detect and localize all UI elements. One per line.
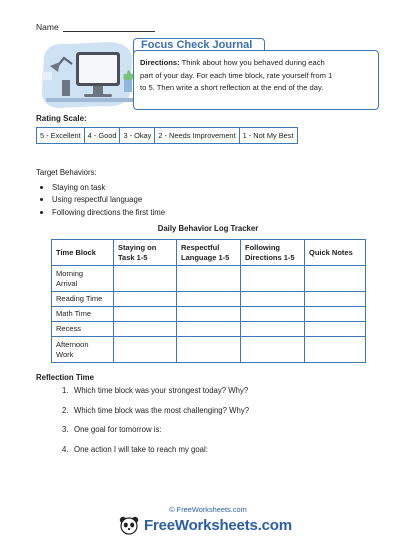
entry-cell[interactable] <box>177 292 241 307</box>
name-label: Name <box>36 22 59 32</box>
list-item: 3. One goal for tomorrow is: <box>62 425 162 435</box>
bullet-icon <box>40 211 43 214</box>
directions-line-1: Think about how you behaved during each <box>181 58 325 67</box>
entry-cell[interactable] <box>305 292 366 307</box>
footer-logo <box>118 514 292 536</box>
entry-cell[interactable] <box>177 266 241 292</box>
rating-scale <box>36 127 298 144</box>
entry-cell[interactable] <box>305 337 366 363</box>
list-item: 2. Which time block was the most challenging? Why? <box>62 405 250 415</box>
entry-cell[interactable] <box>241 307 305 322</box>
header-time-block: Time Block <box>52 240 114 266</box>
bullet-icon <box>40 186 43 189</box>
table-row <box>52 307 366 322</box>
rating-1: 1 - Not My Best <box>242 131 294 140</box>
list-item-text: Staying on task <box>52 182 106 192</box>
directions-line-3: to 5. Then write a short reflection at the end of the day. <box>140 83 324 93</box>
list-item <box>36 206 165 219</box>
desk-illustration <box>38 36 138 112</box>
panda-icon <box>118 514 140 536</box>
brand-name: FreeWorksheets.com <box>144 516 292 534</box>
entry-cell[interactable] <box>305 266 366 292</box>
row-label: Morning Arrival <box>52 266 114 292</box>
table-row <box>52 337 366 363</box>
entry-cell[interactable] <box>114 307 177 322</box>
question-text: Which time block was your strongest today? Why? <box>74 386 249 395</box>
tracker-title: Daily Behavior Log Tracker <box>157 224 259 233</box>
name-field[interactable] <box>36 22 155 32</box>
header-respectful-language: Respectful Language 1-5 <box>177 240 241 266</box>
reflection-label: Reflection Time <box>36 373 94 382</box>
row-label: Afternoon Work <box>52 337 114 363</box>
row-label: Reading Time <box>52 292 114 307</box>
rating-scale-label: Rating Scale: <box>36 114 87 123</box>
question-text: One goal for tomorrow is: <box>74 425 162 435</box>
page-title: Focus Check Journal <box>141 39 253 51</box>
list-item <box>36 194 165 207</box>
row-label: Recess <box>52 322 114 337</box>
header-quick-notes: Quick Notes <box>305 240 366 266</box>
entry-cell[interactable] <box>114 292 177 307</box>
list-item-text: Using respectful language <box>52 195 143 205</box>
table-row <box>52 322 366 337</box>
entry-cell[interactable] <box>114 266 177 292</box>
directions-text <box>140 57 372 95</box>
entry-cell[interactable] <box>114 337 177 363</box>
footer-copyright: © FreeWorksheets.com <box>169 505 247 514</box>
entry-cell[interactable] <box>241 266 305 292</box>
question-text: One action I will take to reach my goal: <box>74 444 208 454</box>
entry-cell[interactable] <box>305 322 366 337</box>
list-item <box>36 181 165 194</box>
list-item-text: Following directions the first time <box>52 207 166 217</box>
row-label: Math Time <box>52 307 114 322</box>
rating-5: 5 - Excellent <box>37 128 85 143</box>
entry-cell[interactable] <box>177 337 241 363</box>
target-behaviors-list <box>36 181 165 219</box>
header-staying-on-task: Staying on Task 1-5 <box>114 240 177 266</box>
entry-cell[interactable] <box>241 322 305 337</box>
entry-cell[interactable] <box>241 337 305 363</box>
table-header-row <box>52 240 366 266</box>
list-item: 1. Which time block was your strongest today? Why? <box>62 386 249 395</box>
header-following-directions: Following Directions 1-5 <box>241 240 305 266</box>
table-row <box>52 292 366 307</box>
rating-4: 4 - Good <box>85 128 121 143</box>
list-item: 4. One action I will take to reach my goal: <box>62 444 208 454</box>
reflection-questions <box>62 386 249 464</box>
directions-line-2: part of your day. For each time block, rate yourself from 1 <box>140 70 333 80</box>
entry-cell[interactable] <box>177 322 241 337</box>
table-row <box>52 266 366 292</box>
question-text: Which time block was the most challenging? Why? <box>74 405 250 415</box>
entry-cell[interactable] <box>241 292 305 307</box>
target-behaviors-label: Target Behaviors: <box>36 168 97 177</box>
entry-cell[interactable] <box>177 307 241 322</box>
name-line[interactable] <box>63 22 155 32</box>
entry-cell[interactable] <box>114 322 177 337</box>
directions-label: Directions: <box>140 58 180 67</box>
rating-2: 2 - Needs Improvement <box>155 128 239 143</box>
rating-3: 3 - Okay <box>120 128 155 143</box>
behavior-log-table <box>51 239 366 363</box>
entry-cell[interactable] <box>305 307 366 322</box>
bullet-icon <box>40 198 43 201</box>
